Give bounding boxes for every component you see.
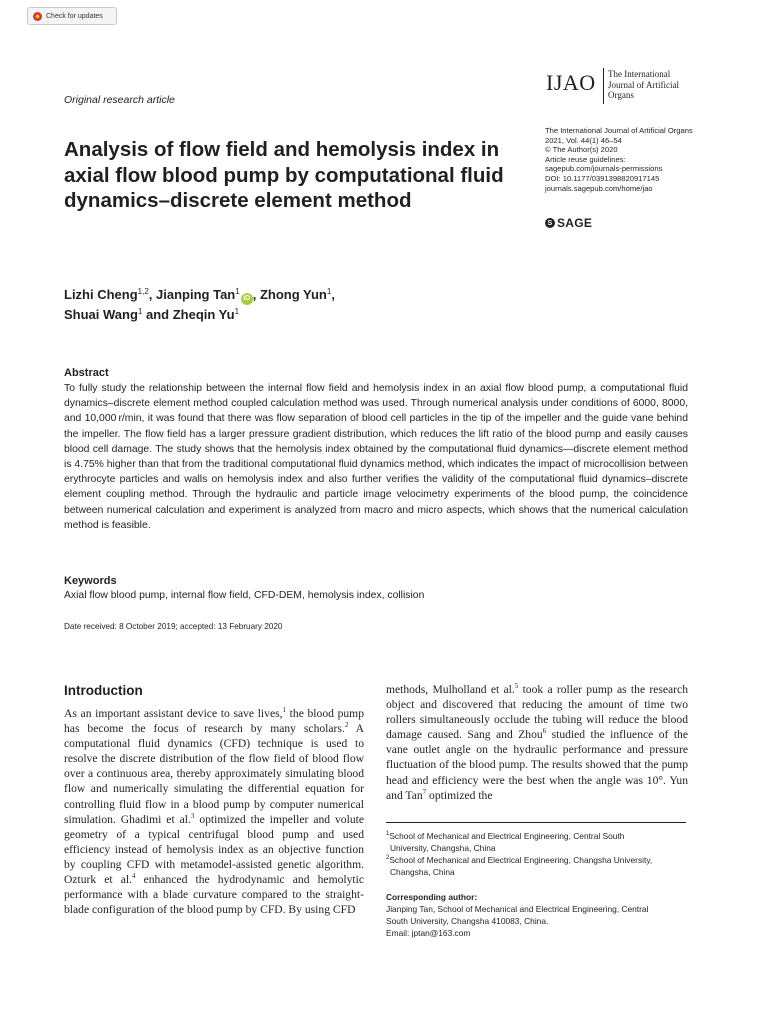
publication-info	[545, 126, 715, 193]
doi[interactable]: DOI: 10.1177/0391398820917145	[545, 173, 660, 183]
journal-full-name: The International Journal of Artificial Organs	[545, 126, 693, 135]
footnote-divider	[386, 822, 686, 823]
article-title: Analysis of flow field and hemolysis index in axial flow blood pump by computational fluid dynamics–discrete element method	[64, 138, 504, 212]
copyright: © The Author(s) 2020	[545, 145, 618, 155]
orcid-icon[interactable]: iD	[241, 293, 253, 305]
body-column-right	[386, 682, 688, 803]
abstract-heading: Abstract	[64, 367, 109, 379]
journal-home-link[interactable]: journals.sagepub.com/home/jao	[545, 183, 653, 193]
author[interactable]: Jianping Tan$^1$iD	[156, 287, 253, 302]
citation-ref[interactable]: 1	[282, 706, 287, 715]
publisher-logo	[545, 216, 592, 230]
article-type: Original research article	[64, 94, 175, 106]
check-for-updates-label: Check for updates	[46, 12, 103, 20]
citation-ref[interactable]: 3	[190, 811, 195, 820]
publisher-name: SAGE	[557, 216, 593, 230]
citation-ref[interactable]: 5	[514, 682, 519, 691]
corresponding-email[interactable]: Email: jptan@163.com	[386, 928, 471, 938]
affiliation-2: $^2$School of Mechanical and Electrical Engineering, Changsha University,	[386, 855, 653, 865]
journal-name: The International Journal of Artificial Organs	[608, 69, 679, 100]
check-for-updates-badge[interactable]	[27, 7, 117, 25]
check-for-updates-icon	[33, 12, 42, 21]
corresponding-author-heading: Corresponding author:	[386, 892, 478, 902]
sage-icon: S	[545, 218, 555, 228]
logo-divider	[603, 68, 604, 104]
permissions-link[interactable]: sagepub.com/journals-permissions	[545, 164, 663, 174]
citation-ref[interactable]: 6	[542, 727, 547, 736]
affiliations: $^1$School of Mechanical and Electrical Engineering, Central South University, Changsha, China $^2$School of Mechanical and Electrical Engineering, Changsha University, Changsha, China	[386, 830, 688, 878]
abstract-text: To fully study the relationship between the internal flow field and hemolysis index in an axial flow blood pump, a computational fluid dynamics–discrete element method coupled calculation method was used. Through numerical analysis under conditions of 6000, 8000, and 10,000 r/min, it was found that there was flow separation of blood cell particles in the tip of the impeller and the guide vane behind the impeller. The flow field has a larger pressure gradient distribution, which reduces the lift ratio of the blood pump and easily causes blood cell damage. The study shows that the hemolysis index obtained by the computational fluid dynamics—discrete element method is 4.75% higher than that from the traditional computational fluid dynamics method, which indicates the impact of microcollision between erythrocyte particles and walls on hemolysis index and also further verifies the validity of the computational fluid dynamics–discrete element coupling method. Through the hydraulic and particle image velocimetry experiments of the blood pump, the coincidence between numerical calculation and experiment is analyzed from macro and micro aspects, which shows that the numerical calculation method is feasible.	[64, 383, 688, 531]
corresponding-author: Corresponding author: Jianping Tan, School of Mechanical and Electrical Engineering, Central South University, Changsha 410083, China. Email: jptan@163.com	[386, 891, 688, 939]
volume-info: 2021, Vol. 44(1) 46–54	[545, 135, 622, 145]
introduction-paragraph-left: As an important assistant device to save lives,$^1$ the blood pump has become the focus of research by many scholars.$^2$ A computational fluid dynamics (CFD) technique is used to resolve the discrete distribution of the flow field of blood flow over a continuous area, thereby approximately simulating blood flow and numerically simulating the differential equation for controlling fluid flow in a blood pump by computer numerical simulation. Ghadimi et al.$^3$ optimized the impeller and volute geometry of a typical centrifugal blood pump and used efficiency instead of hemolysis index as an objective function by coupling CFD with metamodel-assisted genetic algorithm. Ozturk et al.$^4$ enhanced the hydrodynamic and hemolytic performance with a blade curvature compared to the straight-blade configuration of the blood pump by CFD. By using CFD	[64, 706, 365, 917]
journal-abbreviation: IJAO	[546, 70, 596, 95]
citation-ref[interactable]: 2	[344, 721, 349, 730]
reuse-guidelines-label: Article reuse guidelines:	[545, 154, 626, 164]
introduction-paragraph-right: methods, Mulholland et al.$^5$ took a roller pump as the research object and discovered that reducing the amount of time two rollers simultaneously occlude the tubing will reduce the blood damage caused. Sang and Zhou$^6$ studied the influence of the vane outlet angle on the hydraulic performance and pressure fluctuation of the blood pump. The results showed that the pump head and efficiency were the best when the angle was 10°. Yun and Tan$^7$ optimized the	[386, 682, 688, 802]
received-dates: Date received: 8 October 2019; accepted: 13 February 2020	[64, 622, 283, 631]
keywords-heading: Keywords	[64, 575, 117, 587]
author[interactable]: Zhong Yun$^1$	[259, 287, 332, 302]
journal-logo	[546, 68, 716, 104]
body-column-left	[64, 683, 364, 917]
affiliation-1: $^1$School of Mechanical and Electrical Engineering, Central South	[386, 831, 625, 841]
author[interactable]: Lizhi Cheng$^{1,2}$	[64, 287, 149, 302]
citation-ref[interactable]: 4	[132, 872, 136, 881]
author[interactable]: Shuai Wang$^1$	[64, 307, 143, 322]
author-list: Lizhi Cheng$^{1,2}$, Jianping Tan$^1$iD , Zhong Yun$^1$, Shuai Wang$^1$ and Zheqin Yu$^1$	[64, 287, 335, 322]
section-heading-introduction: Introduction	[64, 683, 143, 698]
author[interactable]: Zheqin Yu$^1$	[172, 307, 240, 322]
citation-ref[interactable]: 7	[422, 787, 427, 796]
keywords-text: Axial flow blood pump, internal flow field, CFD-DEM, hemolysis index, collision	[64, 590, 425, 601]
